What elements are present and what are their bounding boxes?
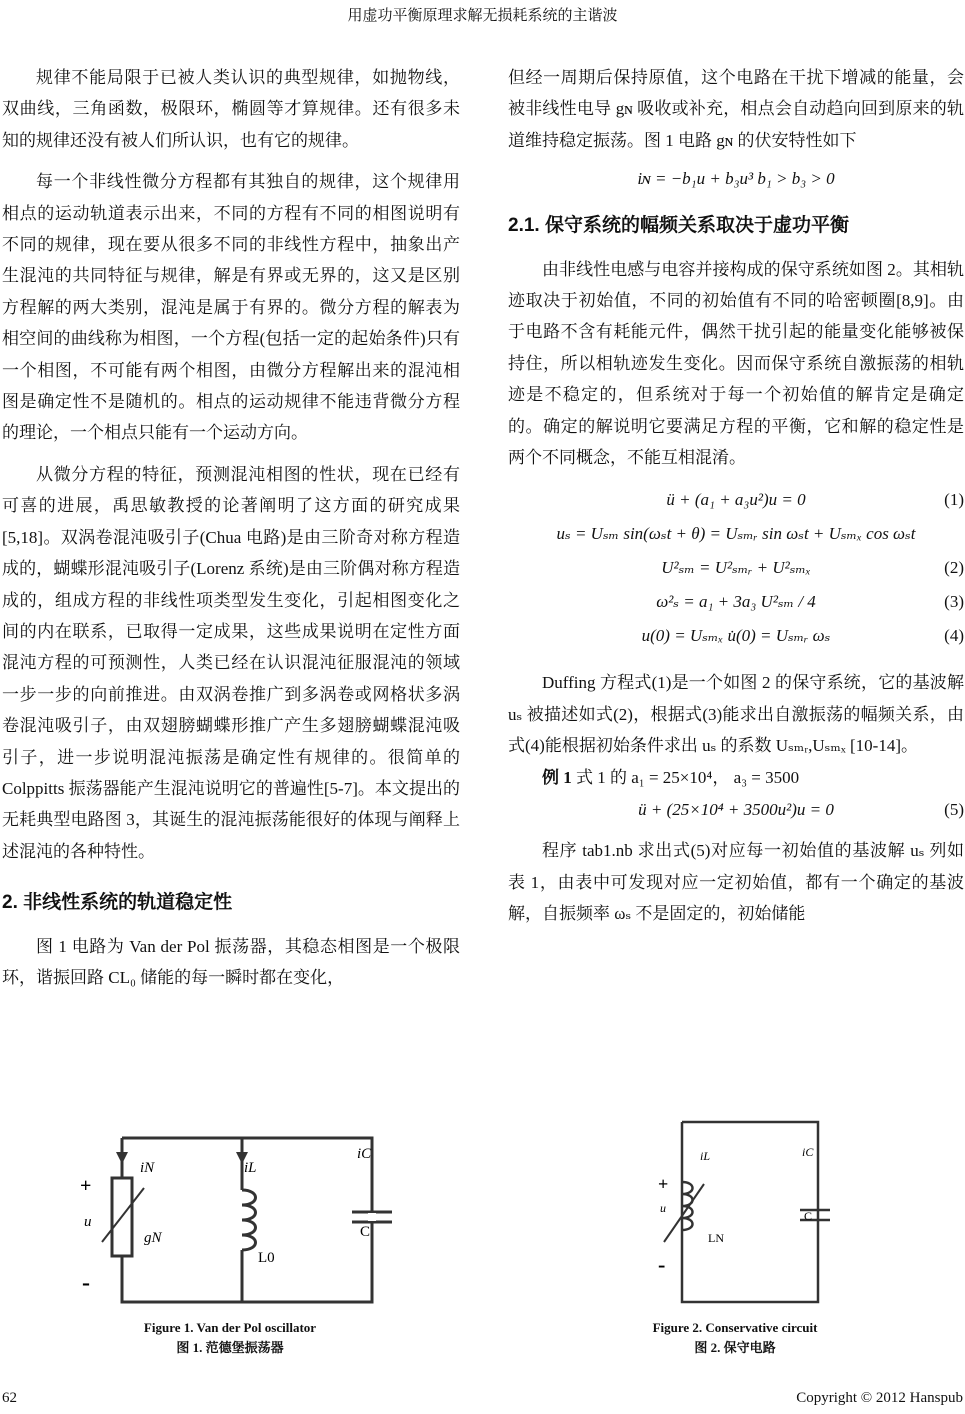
figure-1-caption xyxy=(90,1318,370,1358)
equation-number: (5) xyxy=(944,800,964,820)
section-heading: 2.1. 保守系统的幅频关系取决于虚功平衡 xyxy=(508,215,849,237)
current-arrow-icon xyxy=(116,1152,128,1164)
paragraph: 每一个非线性微分方程都有其独自的规律，这个规律用相点的运动轨道表示出来，不同的方程有不同的相图说明有不同的规律，现在要从很多不同的非线性方程中，抽象出产生混沌的共同特征与规律，解是有界或无界的，这又是区别方程解的两大类别，混沌是属于有界的。微分方程的解表为相空间的曲线称为相图，一个方程(包括一定的起始条件)只有一个相图，不可能有两个相图，由微分方程解出来的混沌相图是确定性不是随机的。相点的运动规律不能违背微分方程的理论，一个相点只能有一个运动方向。 xyxy=(2,172,460,443)
equation-4 xyxy=(508,619,964,653)
figure-1-circuit xyxy=(72,1130,392,1310)
equation-number: (1) xyxy=(944,490,964,510)
iL-label: iL xyxy=(700,1149,711,1163)
equation-number: (3) xyxy=(944,592,964,612)
paragraph: 由非线性电感与电容并接构成的保守系统如图 2。其相轨迹取决于初始值，不同的初始值有不同的哈密顿圈[8,9]。由于电路不含有耗能元件，偶然干扰引起的能量变化能够被保持住，所以相轨迹发生变化。因而保守系统自激振荡的相轨迹是不稳定的，但系统对于每一个初始值的解肯定是确定的。确定的解说明它要满足方程的平衡，它和解的稳定性是两个不同概念，不能互相混淆。 xyxy=(508,259,964,468)
left-column xyxy=(2,62,460,993)
paragraph: 规律不能局限于已被人类认识的典型规律，如抛物线，双曲线，三角函数，极限环，椭圆等才算规律。还有很多未知的规律还没有被人们所认识，也有它的规律。 xyxy=(2,68,460,150)
plus-label: + xyxy=(80,1175,92,1197)
caption-cn: 图 2. 保守电路 xyxy=(694,1340,776,1355)
C-label: C xyxy=(804,1209,813,1223)
equation-5 xyxy=(508,793,964,827)
example-label: 例 1 xyxy=(542,767,572,787)
example-line xyxy=(508,762,964,793)
paragraph: 但经一周期后保持原值，这个电路在干扰下增减的能量，会被非线性电导 gɴ 吸收或补充，相点会自动趋向回到原来的轨道维持稳定振荡。图 1 电路 gɴ 的伏安特性如下 xyxy=(508,68,964,150)
equation-expr: ω²ₛ = a₁ + 3a₃ U²ₛₘ / 4 xyxy=(656,592,816,612)
equation-expr: ü + (25×10⁴ + 3500u²)u = 0 xyxy=(638,800,834,820)
u-label: u xyxy=(660,1201,666,1215)
gN-label: gN xyxy=(144,1230,162,1246)
equation-number: (4) xyxy=(944,626,964,646)
paragraph: Duffing 方程式(1)是一个如图 2 的保守系统，它的基波解 uₛ 被描述如式(2)，根据式(3)能求出自激振荡的幅频关系，由式(4)能根据初始条件求出 uₛ 的系数 Uₛₘᵣ,Uₛₘₓ [10-14]。 xyxy=(508,673,964,756)
section-heading: 2. 非线性系统的轨道稳定性 xyxy=(2,892,233,914)
equation-number: (2) xyxy=(944,558,964,578)
equation-expr: u(0) = Uₛₘₓ u̇(0) = Uₛₘᵣ ωₛ xyxy=(641,626,831,646)
equation-us xyxy=(508,517,964,551)
u-label: u xyxy=(84,1214,92,1230)
L0-label: L0 xyxy=(258,1250,275,1266)
page-number: 62 xyxy=(2,1390,17,1406)
figure-2-circuit xyxy=(648,1112,830,1308)
caption-en: Figure 2. Conservative circuit xyxy=(652,1320,818,1335)
figure-2-caption xyxy=(590,1318,880,1358)
equation-expr: ü + (a₁ + a₃u²)u = 0 xyxy=(666,490,806,510)
caption-cn: 图 1. 范德堡振荡器 xyxy=(176,1340,284,1355)
LN-label: LN xyxy=(708,1231,724,1245)
paragraph: 从微分方程的特征，预测混沌相图的性状，现在已经有可喜的进展，禹思敏教授的论著阐明了这方面的研究成果[5,18]。双涡卷混沌吸引子(Chua 电路)是由三阶奇对称方程造成的，蝴蝶形混沌吸引子(Lorenz 系统)是由三阶偶对称方程造成的，组成方程的非线性项类型发生变化，引起相图变化之间的内在联系，已取得一定成果，这些成果说明在定性方面混沌方程的可预测性，人类已经在认识混沌征服混沌的领域一步一步的向前推进。由双涡卷推广到多涡卷或网格状多涡卷混沌吸引子，由双翅膀蝴蝶形推广产生多翅膀蝴蝶混沌吸引子，进一步说明混沌振荡是确定性有规律的。很简单的 Colppitts 振荡器能产生混沌说明它的普遍性[5-7]。本文提出的无耗典型电路图 3，其诞生的混沌振荡能很好的体现与阐释上述混沌的各种特性。 xyxy=(2,464,460,861)
equation-1 xyxy=(508,483,964,517)
equation-expr: U²ₛₘ = U²ₛₘᵣ + U²ₛₘₓ xyxy=(661,558,811,578)
equation-expr: uₛ = Uₛₘ sin(ωₛt + θ) = Uₛₘᵣ sin ωₛt + Uₛₘₓ cos ωₛt xyxy=(556,524,916,544)
copyright: Copyright © 2012 Hanspub xyxy=(796,1390,963,1406)
iL-label: iL xyxy=(244,1160,257,1176)
paragraph: 图 1 电路为 Van der Pol 振荡器，其稳态相图是一个极限环，谐振回路 CL₀ 储能的每一瞬时都在变化， xyxy=(2,936,460,987)
paragraph: 程序 tab1.nb 求出式(5)对应每一初始值的基波解 uₛ 列如表 1，由表中可发现对应一定初始值，都有一个确定的基波解，自振频率 ωₛ 不是固定的，初始储能 xyxy=(508,841,964,923)
iC-label: iC xyxy=(357,1146,372,1162)
iC-label: iC xyxy=(802,1145,814,1159)
minus-label: - xyxy=(82,1270,90,1296)
plus-label: + xyxy=(658,1174,669,1194)
iN-label: iN xyxy=(140,1160,155,1176)
equation-2 xyxy=(508,551,964,585)
right-column xyxy=(508,62,964,929)
example-text: 式 1 的 a₁ = 25×10⁴， a₃ = 3500 xyxy=(571,767,800,787)
minus-label: - xyxy=(658,1252,666,1277)
running-header: 用虚功平衡原理求解无损耗系统的主谐波 xyxy=(347,8,618,24)
equation-3 xyxy=(508,585,964,619)
caption-en: Figure 1. Van der Pol oscillator xyxy=(143,1320,317,1335)
equation-in: iɴ = −b₁u + b₃u³ b₁ > b₃ > 0 xyxy=(637,169,835,189)
C-label: C xyxy=(360,1224,371,1240)
